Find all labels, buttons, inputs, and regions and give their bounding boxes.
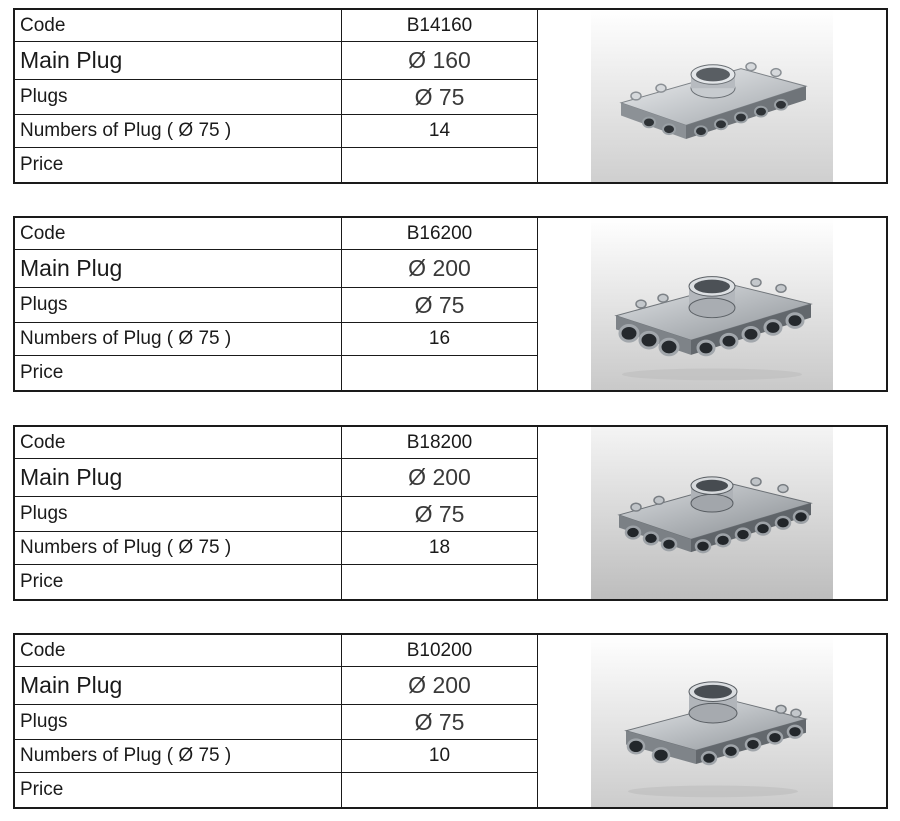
price-value [342, 565, 538, 599]
product-spec-table [13, 8, 888, 184]
product-image-cell [538, 10, 886, 182]
product-image-cell [538, 218, 886, 390]
plug-count-label: Numbers of Plug ( Ø 75 ) [15, 532, 342, 565]
code-value: B18200 [342, 427, 538, 459]
code-label: Code [15, 427, 342, 459]
plenum-box-image [591, 635, 833, 807]
price-value [342, 148, 538, 182]
main-plug-label: Main Plug [15, 42, 342, 80]
product-spec-table [13, 633, 888, 809]
main-plug-value: Ø 200 [342, 250, 538, 288]
product-spec-table [13, 425, 888, 601]
plug-count-value: 14 [342, 115, 538, 148]
main-plug-value: Ø 200 [342, 667, 538, 705]
plugs-value: Ø 75 [342, 80, 538, 115]
price-label: Price [15, 356, 342, 390]
price-value [342, 356, 538, 390]
main-plug-label: Main Plug [15, 459, 342, 497]
product-image-cell [538, 427, 886, 599]
plug-count-value: 18 [342, 532, 538, 565]
plug-count-label: Numbers of Plug ( Ø 75 ) [15, 323, 342, 356]
code-label: Code [15, 218, 342, 250]
plugs-label: Plugs [15, 497, 342, 532]
code-label: Code [15, 635, 342, 667]
plug-count-value: 10 [342, 740, 538, 773]
plenum-box-image [591, 427, 833, 599]
main-plug-label: Main Plug [15, 250, 342, 288]
code-label: Code [15, 10, 342, 42]
price-label: Price [15, 565, 342, 599]
code-value: B16200 [342, 218, 538, 250]
plug-count-label: Numbers of Plug ( Ø 75 ) [15, 115, 342, 148]
plugs-label: Plugs [15, 80, 342, 115]
price-label: Price [15, 773, 342, 807]
main-plug-value: Ø 200 [342, 459, 538, 497]
plenum-box-image [591, 218, 833, 390]
plugs-value: Ø 75 [342, 497, 538, 532]
code-value: B14160 [342, 10, 538, 42]
main-plug-value: Ø 160 [342, 42, 538, 80]
product-image-cell [538, 635, 886, 807]
plugs-label: Plugs [15, 288, 342, 323]
plugs-value: Ø 75 [342, 288, 538, 323]
code-value: B10200 [342, 635, 538, 667]
plenum-box-image [591, 10, 833, 182]
product-spec-table [13, 216, 888, 392]
plug-count-value: 16 [342, 323, 538, 356]
price-label: Price [15, 148, 342, 182]
plugs-value: Ø 75 [342, 705, 538, 740]
plugs-label: Plugs [15, 705, 342, 740]
plug-count-label: Numbers of Plug ( Ø 75 ) [15, 740, 342, 773]
main-plug-label: Main Plug [15, 667, 342, 705]
price-value [342, 773, 538, 807]
